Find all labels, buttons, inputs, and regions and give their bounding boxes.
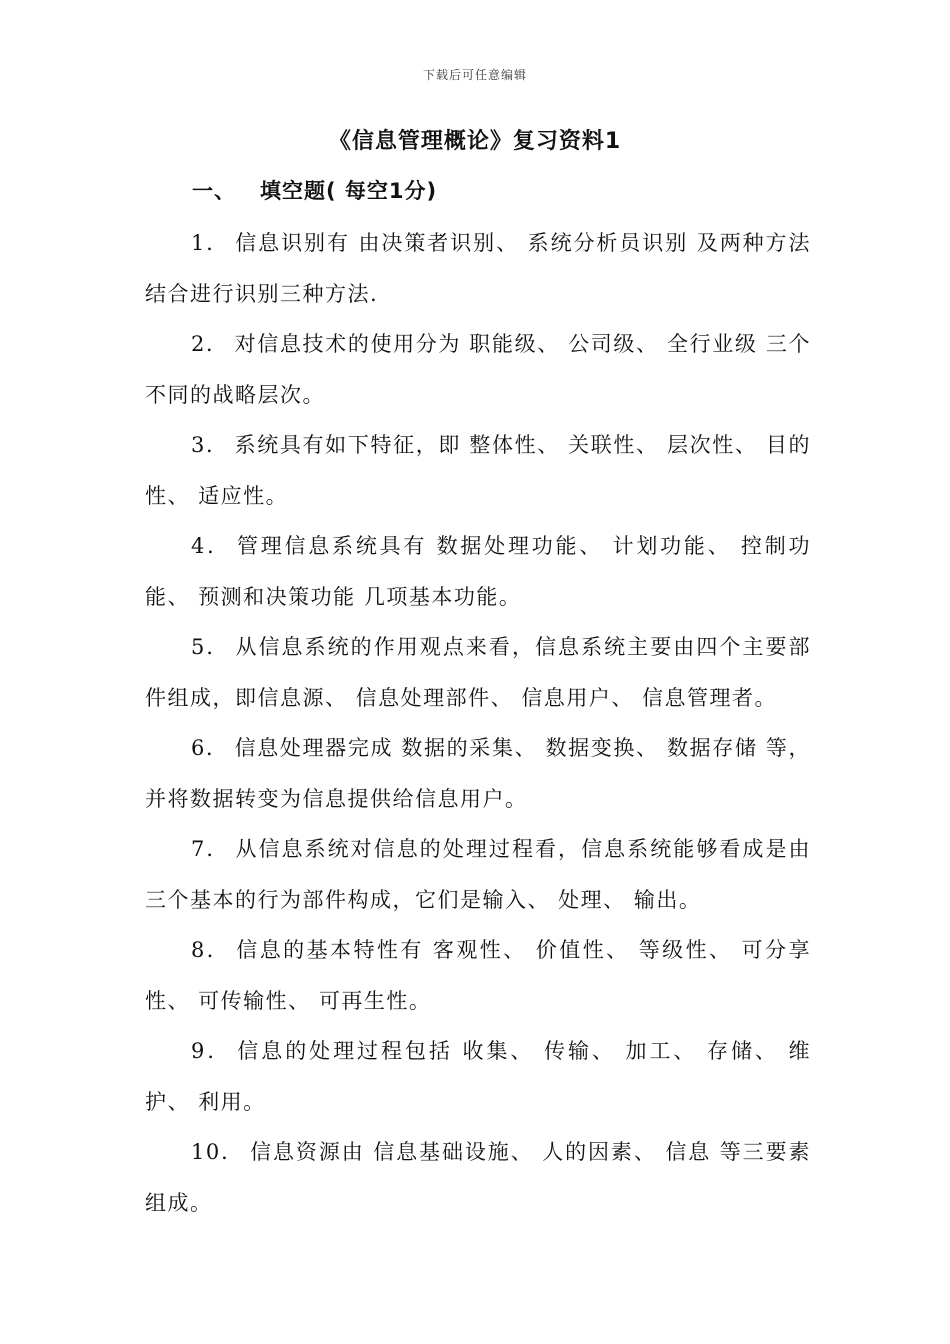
question-text: 信息的基本特性有 客观性、 价值性、 等级性、 可分享性、 可传输性、 可再生性。	[145, 938, 811, 1013]
question-number: 1．	[191, 231, 230, 255]
question-item-3	[145, 420, 811, 521]
question-item-5	[145, 622, 811, 723]
section-number: 一、	[192, 179, 236, 203]
question-item-1	[145, 218, 811, 319]
question-number: 2．	[191, 332, 229, 356]
question-number: 5．	[191, 635, 230, 659]
question-text: 对信息技术的使用分为 职能级、 公司级、 全行业级 三个不同的战略层次。	[145, 332, 811, 407]
question-text: 从信息系统对信息的处理过程看，信息系统能够看成是由三个基本的行为部件构成，它们是输入、 处理、 输出。	[145, 837, 811, 912]
question-number: 6．	[191, 736, 229, 760]
question-text: 从信息系统的作用观点来看，信息系统主要由四个主要部件组成，即信息源、 信息处理部件、 信息用户、 信息管理者。	[145, 635, 811, 710]
document-title: 《信息管理概论》复习资料1	[328, 129, 622, 154]
question-number: 8．	[191, 938, 231, 962]
question-number: 3．	[191, 433, 229, 457]
question-item-8	[145, 925, 811, 1026]
section-label: 填空题( 每空1分)	[260, 179, 438, 203]
question-item-2	[145, 319, 811, 420]
question-item-9	[145, 1026, 811, 1127]
question-text: 系统具有如下特征，即 整体性、 关联性、 层次性、 目的性、 适应性。	[145, 433, 811, 508]
question-number: 7．	[191, 837, 230, 861]
question-text: 信息资源由 信息基础设施、 人的因素、 信息 等三要素组成。	[145, 1140, 811, 1215]
header-note: 下载后可任意编辑	[422, 68, 527, 82]
question-item-10	[145, 1127, 811, 1228]
question-text: 信息处理器完成 数据的采集、 数据变换、 数据存储 等， 并将数据转变为信息提供给信息用户。	[145, 736, 811, 811]
question-item-7	[145, 824, 811, 925]
question-number: 4．	[191, 534, 231, 558]
question-number: 9．	[191, 1039, 232, 1063]
question-list	[145, 218, 811, 1228]
section-heading	[192, 175, 437, 205]
question-text: 管理信息系统具有 数据处理功能、 计划功能、 控制功能、 预测和决策功能 几项基本功能。	[145, 534, 811, 609]
question-text: 信息的处理过程包括 收集、 传输、 加工、 存储、 维护、 利用。	[145, 1039, 811, 1114]
question-number: 10．	[191, 1140, 245, 1164]
question-item-6	[145, 723, 811, 824]
question-item-4	[145, 521, 811, 622]
question-text: 信息识别有 由决策者识别、 系统分析员识别 及两种方法结合进行识别三种方法.	[145, 231, 811, 306]
